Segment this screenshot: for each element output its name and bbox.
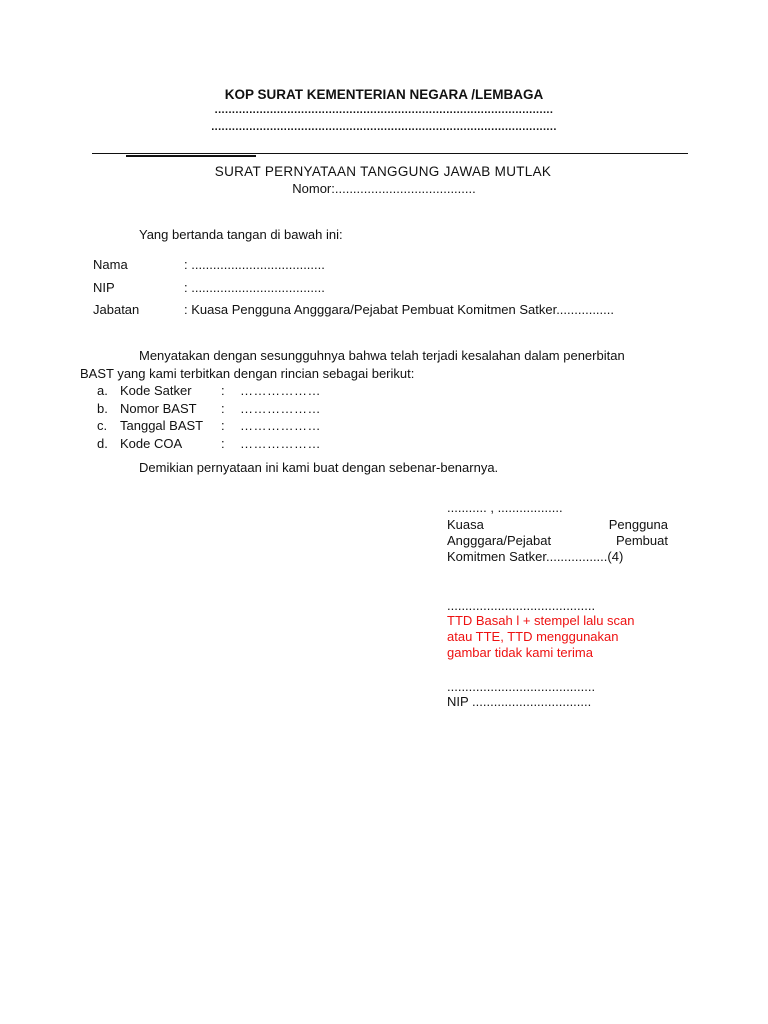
document-number: Nomor:.......................................: [292, 181, 476, 196]
statement-line-1: Menyatakan dengan sesungguhnya bahwa telah terjadi kesalahan dalam penerbitan: [139, 348, 625, 363]
signature-role-word: Kuasa: [447, 517, 484, 532]
detail-letter: a.: [97, 383, 108, 398]
signature-place-date: ........... , ..................: [447, 500, 563, 515]
identity-label-jabatan: Jabatan: [93, 302, 140, 317]
detail-value-kode-satker: ………………: [240, 383, 321, 398]
detail-value-tanggal-bast: ………………: [240, 418, 321, 433]
detail-colon: :: [221, 401, 225, 416]
signature-note-line-1: TTD Basah l + stempel lalu scan: [447, 613, 635, 628]
identity-label-nama: Nama: [93, 257, 128, 272]
detail-colon: :: [221, 418, 225, 433]
signature-note-line-2: atau TTE, TTD menggunakan: [447, 629, 619, 644]
detail-label-kode-satker: Kode Satker: [120, 383, 192, 398]
detail-colon: :: [221, 383, 225, 398]
signature-role-line-3: Komitmen Satker.................(4): [447, 549, 624, 564]
signatory-name-line: .........................................: [447, 679, 596, 694]
detail-letter: b.: [97, 401, 108, 416]
signature-note-line-3: gambar tidak kami terima: [447, 645, 593, 660]
signature-line: .........................................: [447, 598, 596, 613]
detail-value-nomor-bast: ………………: [240, 401, 321, 416]
identity-label-nip: NIP: [93, 280, 115, 295]
letterhead-divider: [92, 153, 688, 154]
detail-value-kode-coa: ………………: [240, 436, 321, 451]
closing-text: Demikian pernyataan ini kami buat dengan sebenar-benarnya.: [139, 460, 499, 475]
signature-role-word: Angggara/Pejabat: [447, 533, 552, 548]
document-title: SURAT PERNYATAAN TANGGUNG JAWAB MUTLAK: [214, 164, 552, 179]
detail-label-tanggal-bast: Tanggal BAST: [120, 418, 204, 433]
signature-role-line-1: [447, 517, 668, 532]
letterhead-line-2: ....................................................................................................: [211, 121, 557, 133]
signatory-nip: NIP .................................: [447, 694, 592, 709]
signature-role-word: Pengguna: [608, 517, 668, 532]
statement-line-2: BAST yang kami terbitkan dengan rincian sebagai berikut:: [80, 366, 415, 381]
letterhead-title: KOP SURAT KEMENTERIAN NEGARA /LEMBAGA: [224, 87, 544, 102]
identity-value-jabatan: : Kuasa Pengguna Angggara/Pejabat Pembuat Komitmen Satker................: [184, 302, 614, 317]
detail-label-kode-coa: Kode COA: [120, 436, 183, 451]
identity-value-nama: : .....................................: [184, 257, 325, 272]
letterhead-divider-accent: [126, 155, 256, 157]
detail-letter: c.: [97, 418, 108, 433]
letterhead-line-1: ..................................................................................................: [214, 104, 554, 116]
detail-colon: :: [221, 436, 225, 451]
signature-role-line-2: [447, 533, 668, 548]
detail-label-nomor-bast: Nomor BAST: [120, 401, 197, 416]
intro-text: Yang bertanda tangan di bawah ini:: [139, 227, 343, 242]
detail-letter: d.: [97, 436, 108, 451]
signature-role-word: Pembuat: [615, 533, 668, 548]
identity-value-nip: : .....................................: [184, 280, 325, 295]
